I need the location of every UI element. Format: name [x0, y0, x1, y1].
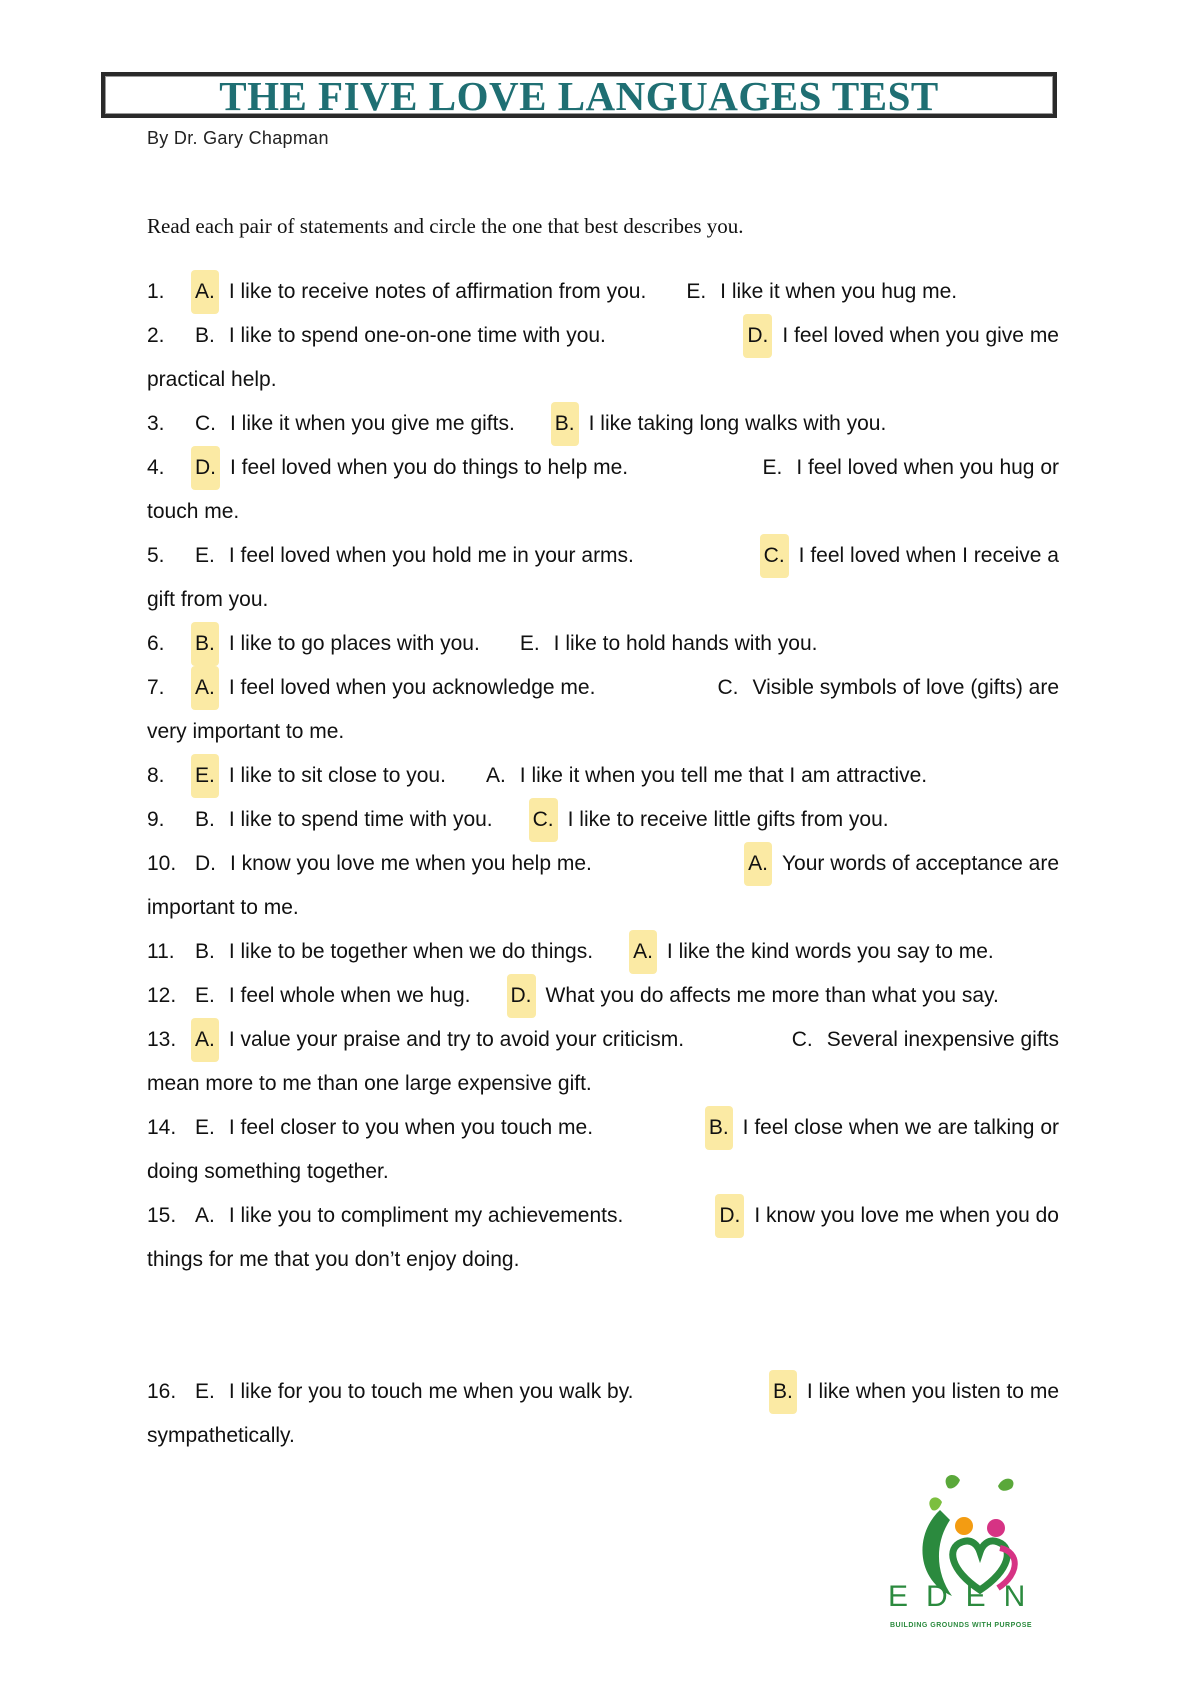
option-a-text: I feel loved when you acknowledge me. [228, 676, 596, 699]
question-item [147, 754, 1059, 798]
page-title: THE FIVE LOVE LANGUAGES TEST [219, 73, 939, 119]
option-a[interactable] [147, 984, 471, 1007]
question-number: 10. [147, 852, 177, 875]
question-line [147, 666, 1059, 710]
logo-name: EDEN [888, 1580, 1044, 1613]
option-b[interactable] [715, 1194, 1059, 1238]
option-b[interactable] [507, 984, 999, 1007]
option-b-letter[interactable]: E. [686, 280, 707, 303]
option-b-letter[interactable]: C. [529, 798, 558, 842]
question-item [147, 666, 1059, 754]
question-continuation: gift from you. [147, 588, 269, 611]
option-a[interactable] [147, 940, 593, 963]
option-b[interactable] [758, 446, 1059, 490]
option-a[interactable] [147, 764, 446, 787]
question-number: 15. [147, 1204, 177, 1227]
question-item [147, 1018, 1059, 1106]
option-a-letter[interactable]: E. [195, 1116, 215, 1139]
option-b-letter[interactable]: C. [760, 534, 789, 578]
option-a[interactable] [147, 1018, 684, 1062]
option-a[interactable] [147, 534, 634, 578]
option-b-letter[interactable]: B. [705, 1106, 733, 1150]
option-a-letter[interactable]: D. [195, 852, 216, 875]
option-a[interactable] [147, 314, 606, 358]
option-a[interactable] [147, 1370, 633, 1414]
option-a-letter[interactable]: A. [191, 666, 219, 710]
option-b-letter[interactable]: E. [762, 456, 783, 479]
option-a-text: I feel closer to you when you touch me. [228, 1116, 594, 1139]
option-b-text: I know you love me when you do [754, 1204, 1059, 1227]
question-continuation: touch me. [147, 500, 240, 523]
option-b-text: I like the kind words you say to me. [666, 940, 994, 963]
question-number: 4. [147, 456, 165, 479]
question-item [147, 314, 1059, 402]
question-line [147, 446, 1059, 490]
question-number: 16. [147, 1380, 177, 1403]
option-a-letter[interactable]: A. [195, 1204, 215, 1227]
option-b-letter[interactable]: D. [507, 974, 536, 1018]
option-b-letter[interactable]: B. [551, 402, 579, 446]
option-a[interactable] [147, 666, 595, 710]
question-item [147, 622, 1059, 666]
question-continuation: important to me. [147, 896, 299, 919]
question-line [147, 842, 1059, 886]
option-b[interactable] [551, 412, 886, 435]
option-a-text: I like you to compliment my achievements. [228, 1204, 624, 1227]
question-number: 8. [147, 764, 165, 787]
option-b-letter[interactable]: D. [715, 1194, 744, 1238]
author-line: By Dr. Gary Chapman [147, 128, 329, 148]
option-a-text: I like to go places with you. [228, 632, 480, 655]
question-item [147, 402, 1059, 446]
option-b-text: I like it when you hug me. [720, 280, 958, 303]
option-a-text: I like to spend one-on-one time with you. [228, 324, 606, 347]
question-number: 5. [147, 544, 165, 567]
question-number: 1. [147, 280, 165, 303]
page-spacer [147, 1282, 1059, 1370]
question-item [147, 798, 1059, 842]
option-a-text: I like for you to touch me when you walk by. [228, 1380, 634, 1403]
option-a-text: I feel loved when you hold me in your arms. [228, 544, 634, 567]
option-a-text: I like to be together when we do things. [228, 940, 594, 963]
option-b-text: Your words of acceptance are [781, 852, 1059, 875]
option-a[interactable] [147, 1106, 593, 1150]
question-item [147, 1194, 1059, 1282]
question-line [147, 1018, 1059, 1062]
option-b-text: I feel close when we are talking or [742, 1116, 1059, 1139]
option-a-text: I like to sit close to you. [228, 764, 446, 787]
option-b-text: I feel loved when I receive a [798, 544, 1059, 567]
question-line [147, 1194, 1059, 1238]
question-line [147, 270, 1059, 314]
option-b-text: I like it when you tell me that I am attractive. [519, 764, 928, 787]
option-b-letter[interactable]: A. [485, 764, 506, 787]
option-b-letter[interactable]: A. [744, 842, 772, 886]
option-b-letter[interactable]: D. [743, 314, 772, 358]
question-item [147, 270, 1059, 314]
question-number: 13. [147, 1028, 177, 1051]
eden-logo-icon [880, 1470, 1080, 1640]
option-b-letter[interactable]: A. [629, 930, 657, 974]
option-b-text: I feel loved when you give me [782, 324, 1059, 347]
question-item [147, 1370, 1059, 1458]
option-b-text: I like taking long walks with you. [588, 412, 887, 435]
option-b-text: What you do affects me more than what you say. [545, 984, 999, 1007]
option-b[interactable] [529, 808, 889, 831]
question-line [147, 974, 1059, 1018]
option-a-letter[interactable]: C. [195, 412, 216, 435]
option-b[interactable] [482, 764, 927, 787]
question-number: 6. [147, 632, 165, 655]
option-a-text: I like to receive notes of affirmation from you. [228, 280, 647, 303]
question-line [147, 754, 1059, 798]
option-a-letter[interactable]: B. [191, 622, 219, 666]
option-b-letter[interactable]: C. [717, 676, 739, 699]
question-continuation: doing something together. [147, 1160, 389, 1183]
option-a[interactable] [147, 1194, 623, 1238]
question-line [147, 1106, 1059, 1150]
option-b-text: I feel loved when you hug or [796, 456, 1059, 479]
question-continuation: practical help. [147, 368, 277, 391]
option-a-text: I like it when you give me gifts. [230, 412, 515, 435]
option-a-text: I feel whole when we hug. [228, 984, 471, 1007]
question-line [147, 402, 1059, 446]
question-number: 3. [147, 412, 165, 435]
instructions: Read each pair of statements and circle the one that best describes you. [147, 214, 744, 238]
option-b[interactable] [760, 534, 1059, 578]
option-b[interactable] [788, 1018, 1059, 1062]
question-number: 14. [147, 1116, 177, 1139]
option-b-text: I like to hold hands with you. [553, 632, 818, 655]
question-item [147, 974, 1059, 1018]
option-b[interactable] [705, 1106, 1059, 1150]
option-a[interactable] [147, 842, 592, 886]
option-b[interactable] [516, 632, 818, 655]
option-b[interactable] [629, 940, 994, 963]
option-b[interactable] [743, 314, 1059, 358]
question-number: 9. [147, 808, 165, 831]
option-a[interactable] [147, 280, 646, 303]
option-a-text: I like to spend time with you. [228, 808, 493, 831]
option-b-letter[interactable]: C. [791, 1028, 813, 1051]
option-b[interactable] [769, 1370, 1059, 1414]
option-a[interactable] [147, 632, 480, 655]
option-a-letter[interactable]: B. [195, 940, 215, 963]
option-a-letter[interactable]: B. [195, 808, 215, 831]
question-line [147, 930, 1059, 974]
question-continuation: mean more to me than one large expensive gift. [147, 1072, 592, 1095]
option-b-letter[interactable]: B. [769, 1370, 797, 1414]
question-item [147, 1106, 1059, 1194]
option-b[interactable] [744, 842, 1059, 886]
question-continuation: things for me that you don’t enjoy doing. [147, 1248, 520, 1271]
question-line [147, 1370, 1059, 1414]
option-a-letter[interactable]: B. [195, 324, 215, 347]
option-b[interactable] [682, 280, 957, 303]
option-a-text: I know you love me when you help me. [230, 852, 592, 875]
question-continuation: very important to me. [147, 720, 345, 743]
question-number: 2. [147, 324, 165, 347]
option-b-text: I like to receive little gifts from you. [567, 808, 889, 831]
question-item [147, 446, 1059, 534]
question-line [147, 798, 1059, 842]
option-a-letter[interactable]: E. [195, 984, 215, 1007]
option-a[interactable] [147, 412, 515, 435]
option-b[interactable] [713, 666, 1059, 710]
option-a-letter[interactable]: E. [191, 754, 219, 798]
logo-tagline: BUILDING GROUNDS WITH PURPOSE [890, 1622, 1033, 1629]
question-line [147, 314, 1059, 358]
option-a-letter[interactable]: A. [191, 270, 219, 314]
question-list [147, 270, 1059, 1458]
option-b-letter[interactable]: E. [519, 632, 540, 655]
option-a-text: I feel loved when you do things to help me. [230, 456, 629, 479]
question-line [147, 622, 1059, 666]
title-box [101, 72, 1057, 118]
question-line [147, 534, 1059, 578]
option-a-letter[interactable]: D. [191, 446, 220, 490]
question-item [147, 534, 1059, 622]
question-item [147, 842, 1059, 930]
option-a-letter[interactable]: E. [195, 1380, 215, 1403]
question-item [147, 930, 1059, 974]
option-a[interactable] [147, 808, 493, 831]
question-number: 7. [147, 676, 165, 699]
option-a[interactable] [147, 446, 628, 490]
option-b-text: Visible symbols of love (gifts) are [752, 676, 1059, 699]
question-number: 12. [147, 984, 177, 1007]
question-number: 11. [147, 940, 175, 963]
option-a-text: I value your praise and try to avoid your criticism. [228, 1028, 685, 1051]
option-a-letter[interactable]: E. [195, 544, 215, 567]
question-continuation: sympathetically. [147, 1424, 295, 1447]
option-b-text: Several inexpensive gifts [826, 1028, 1059, 1051]
option-a-letter[interactable]: A. [191, 1018, 219, 1062]
option-b-text: I like when you listen to me [806, 1380, 1059, 1403]
